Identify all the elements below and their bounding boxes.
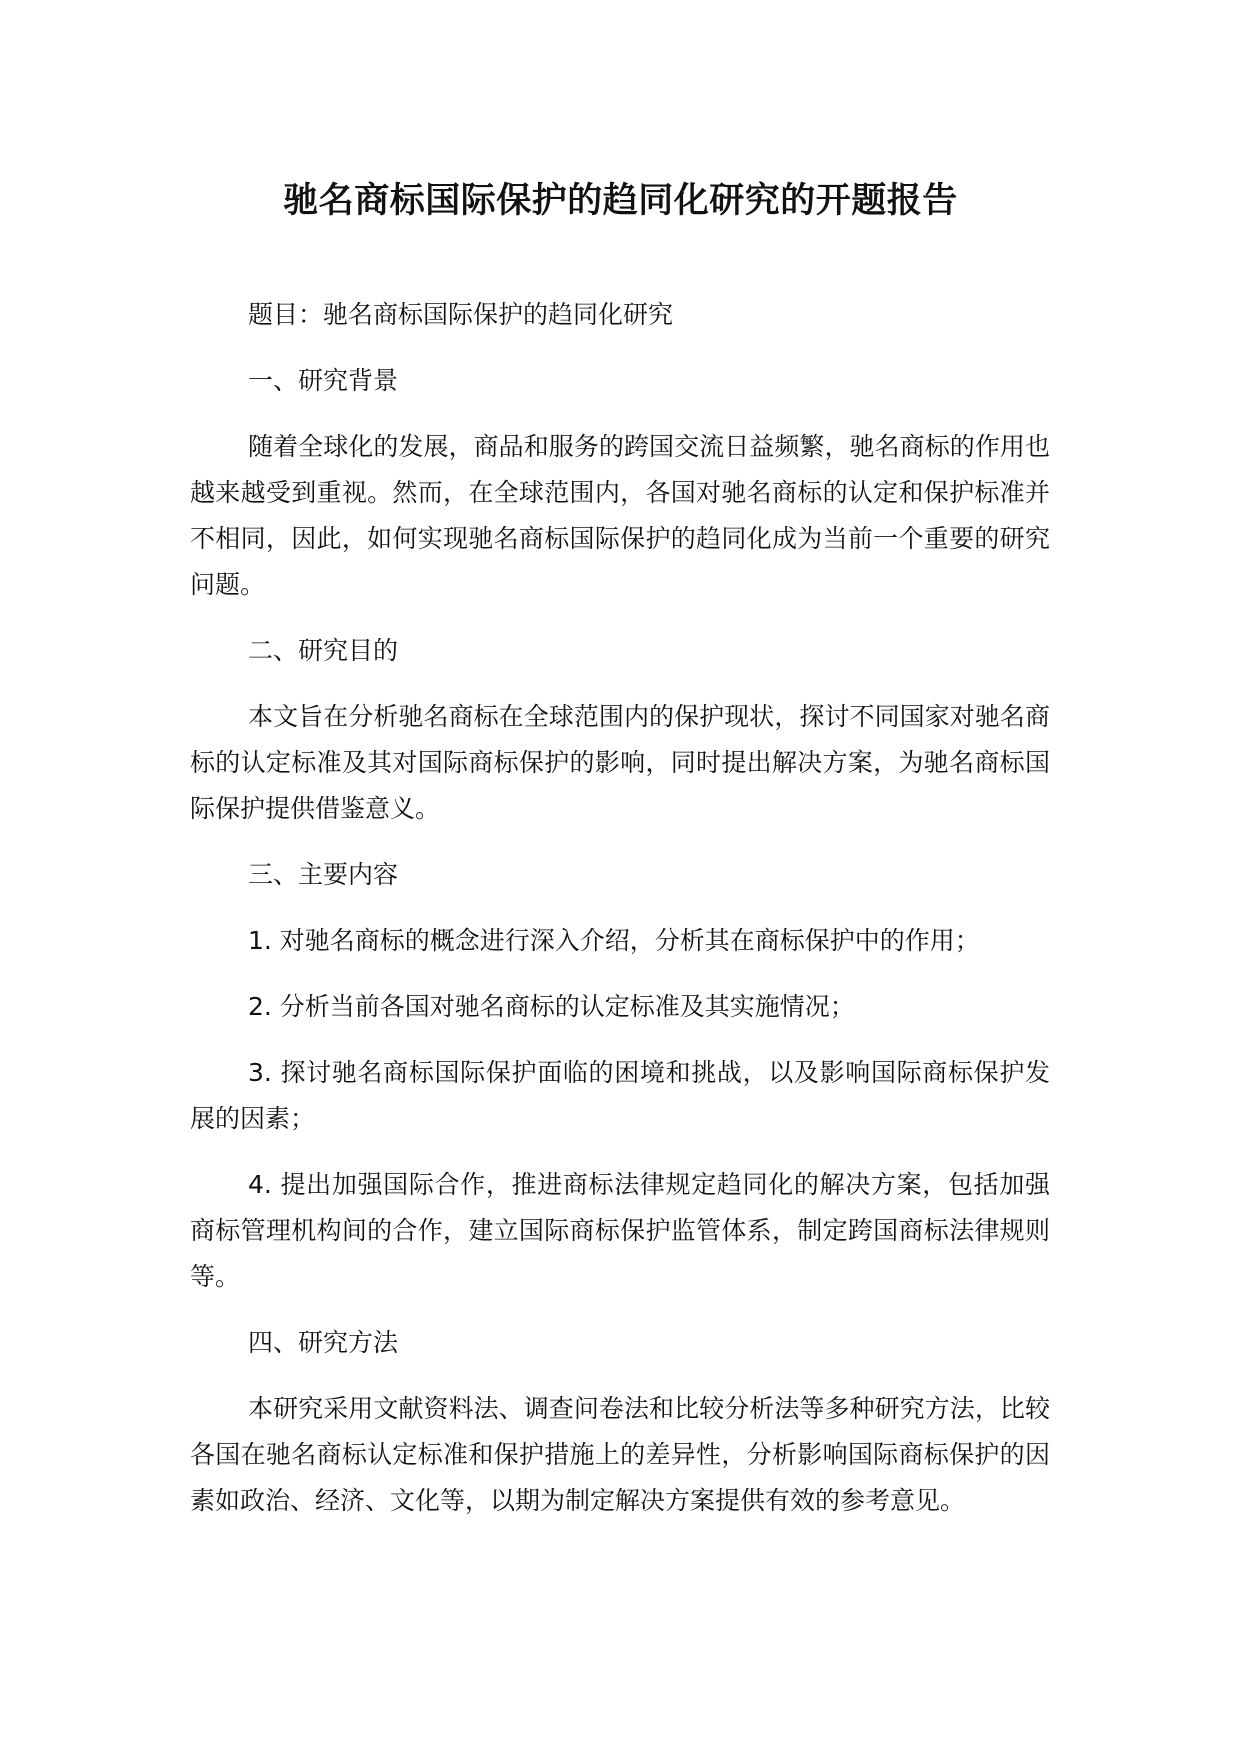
content-item-3: 3. 探讨驰名商标国际保护面临的困境和挑战，以及影响国际商标保护发展的因素；	[190, 1058, 1050, 1133]
section-heading-purpose: 二、研究目的	[248, 636, 399, 665]
content-item-4: 4. 提出加强国际合作，推进商标法律规定趋同化的解决方案，包括加强商标管理机构间的合作，建立国际商标保护监管体系，制定跨国商标法律规则等。	[190, 1170, 1050, 1291]
document-title: 驰名商标国际保护的趋同化研究的开题报告	[283, 181, 958, 221]
section-heading-method: 四、研究方法	[248, 1328, 399, 1357]
topic-line: 题目：驰名商标国际保护的趋同化研究	[248, 300, 674, 329]
paragraph-method: 本研究采用文献资料法、调查问卷法和比较分析法等多种研究方法，比较各国在驰名商标认定标准和保护措施上的差异性，分析影响国际商标保护的因素如政治、经济、文化等，以期为制定解决方案提供有效的参考意见。	[190, 1394, 1050, 1515]
content-item-2: 2. 分析当前各国对驰名商标的认定标准及其实施情况；	[248, 992, 855, 1021]
section-heading-content: 三、主要内容	[248, 860, 399, 889]
paragraph-purpose: 本文旨在分析驰名商标在全球范围内的保护现状，探讨不同国家对驰名商标的认定标准及其对国际商标保护的影响，同时提出解决方案，为驰名商标国际保护提供借鉴意义。	[190, 702, 1050, 823]
paragraph-background: 随着全球化的发展，商品和服务的跨国交流日益频繁，驰名商标的作用也越来越受到重视。然而，在全球范围内，各国对驰名商标的认定和保护标准并不相同，因此，如何实现驰名商标国际保护的趋同化成为当前一个重要的研究问题。	[190, 432, 1050, 599]
section-heading-background: 一、研究背景	[248, 366, 399, 395]
content-item-1: 1. 对驰名商标的概念进行深入介绍，分析其在商标保护中的作用；	[248, 926, 980, 955]
document-body	[190, 292, 1050, 1544]
